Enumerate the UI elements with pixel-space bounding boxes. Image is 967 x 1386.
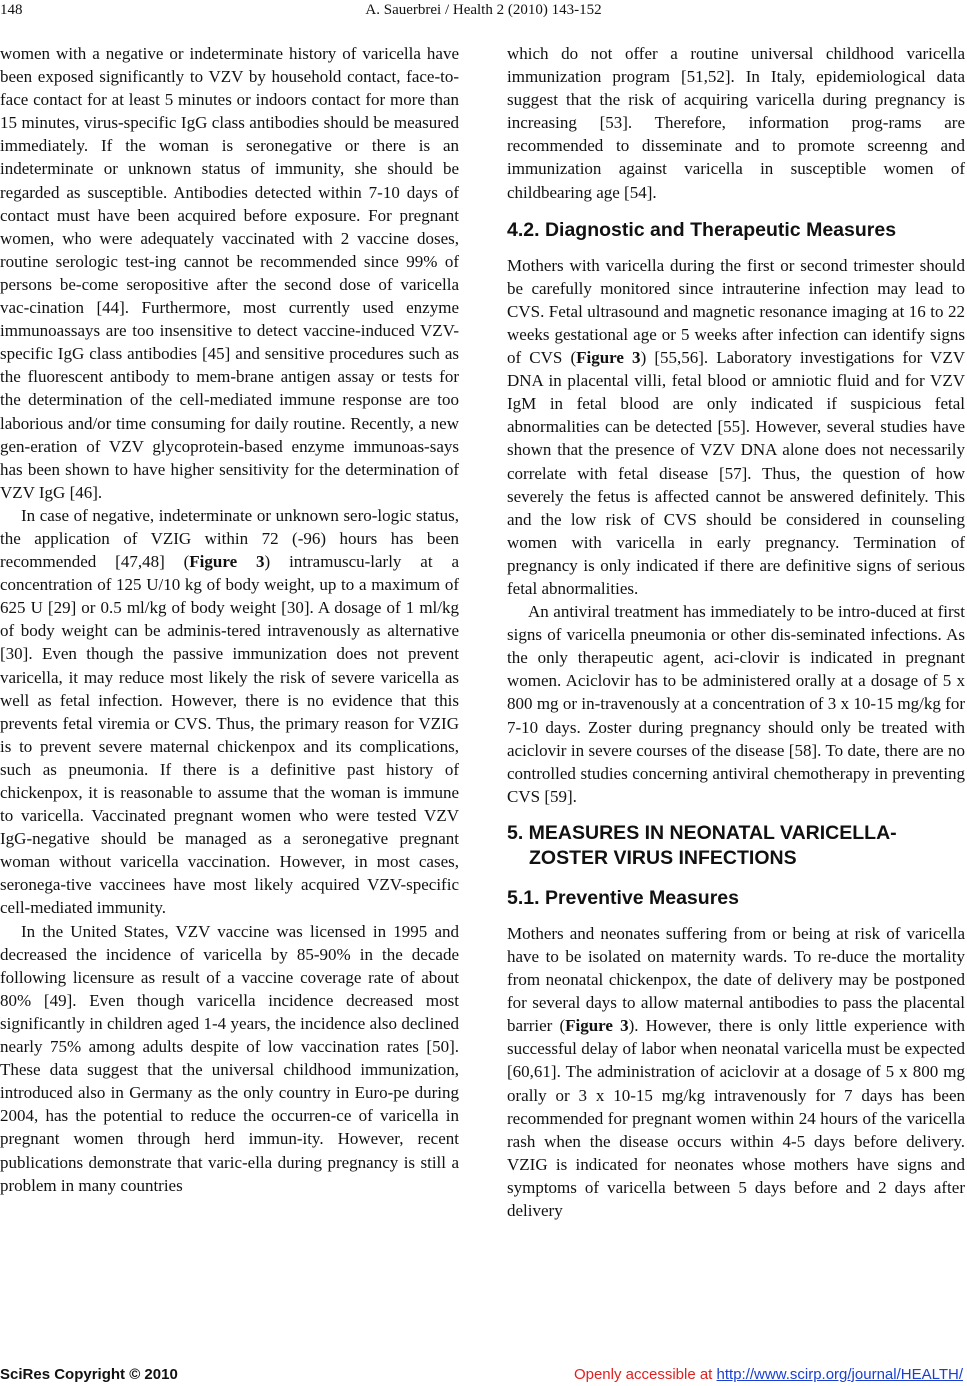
left-paragraph-3: In the United States, VZV vaccine was licensed in 1995 and decreased the incidence of varicella by 85-90% in the decade following licensure as result of a vaccine coverage rate of about 80% [49]. Even though varicella incidence decreased most significantly in children aged 1-4 years, the incidence also declined nearly 75% among adults despite of low vaccination rates [50]. These data suggest that the universal childhood immunization, introduced also in Germany as the only country in Euro-pe during 2004, has the potential to reduce the occurren-ce of varicella in pregnant women through herd immun-ity. However, recent publications demonstrate that varic-ella during pregnancy is still a problem in many countries [0, 921, 459, 1195]
figure-3-reference: Figure 3 [565, 1016, 629, 1036]
right-paragraph-3: An antiviral treatment has immediately to be intro-duced at first signs of varicella pneumonia or other dis-seminated infections. As the only therapeutic agent, aci-clovir is indicated in pregnant women. Aciclovir has to be administered orally at a dosage of 5 x 800 mg or in-travenously at a concentration of 3 x 10-15 mg/kg for 7-10 days. Zoster during pregnancy should only be treated with aciclovir in severe courses of the disease [58]. To date, there are no controlled studies concerning antiviral chemotherapy in preventing CVS [59]. [507, 602, 965, 806]
footer-copyright: SciRes Copyright © 2010 [0, 1366, 178, 1383]
left-paragraph-2-text-b: ) intramuscu-larly at a concentration of 125 U/10 kg of body weight, up to a maximum of 625 U [29] or 0.5 ml/kg of body weight [30]. A dosage of 1 ml/kg of body weight can be adminis-tered intravenously as alternative [30]. Even though the passive immunization does not prevent varicella, it may reduce most likely the risk of severe varicella as well as fetal infection. However, there is no evidence that this prevents fetal viremia or CVS. Thus, the primary reason for VZIG is to prevent severe maternal chickenpox and its complications, such as pneumonia. If there is a definitive past history of chickenpox, it is reasonable to assume that the woman is immune to varicella. Vaccinated pregnant women who were tested VZV IgG-negative should be managed as a seronegative pregnant woman without varicella vaccination. However, in most cases, seronega-tive vaccinees have most likely acquired VZV-specific cell-mediated immunity. [0, 552, 459, 918]
left-paragraph-1: women with a negative or indeterminate history of varicella have been exposed significantly to VZV by household contact, face-to-face contact for at least 5 minutes or indoors contact for more than 15 minutes, virus-specific IgG class antibodies should be measured immediately. If the woman is seronegative or there is an indeterminate or unknown status of immunity, she should be regarded as susceptible. Antibodies detected within 7-10 days of contact must have been acquired before exposure. For pregnant women, who were adequately vaccinated with 2 vaccine doses, routine serologic test-ing cannot be recommended since 99% of persons be-come seropositive after the second dose of varicella vac-cination [44]. Furthermore, most currently used enzyme immunoassays are too insensitive to detect vaccine-induced VZV-specific IgG class antibodies [45] and sensitive procedures such as the fluorescent antibody to mem-brane antigen assay or tests for the determination of the cell-mediated immune response are too laborious and/or time consuming for daily routine. Recently, a new gen-eration of VZV glycoprotein-based enzyme immunoas-says has been shown to have higher sensitivity for the determination of VZV IgG [46]. [0, 44, 459, 502]
footer-access-label: Openly accessible at [573, 1366, 717, 1383]
right-paragraph-4 [507, 922, 965, 1222]
footer-access [574, 1366, 963, 1383]
journal-link[interactable]: http://www.scirp.org/journal/HEALTH/ [716, 1366, 963, 1383]
page-number: 148 [0, 2, 23, 18]
right-paragraph-4-text-a: Mothers and neonates suffering from or being at risk of varicella have to be isolated on maternity wards. To re-duce the mortality from neonatal chickenpox, the date of delivery may be postponed for several days to allow maternal antibodies to pass the placental barrier ( [507, 923, 965, 1036]
section-heading-4-2: 4.2. Diagnostic and Therapeutic Measures [507, 218, 897, 241]
running-header: A. Sauerbrei / Health 2 (2010) 143-152 [365, 2, 602, 18]
left-column [0, 42, 459, 1197]
right-paragraph-4-text-b: ). However, there is only little experience with successful delay of labor when neonatal varicella must be expected [60,61]. The administration of aciclovir at a dosage of 5 x 800 mg orally or 3 x 10-15 mg/kg intravenously for 7 days has been recommended for pregnant women within 24 hours of the varicella rash when the disease occurs within 4-5 days before delivery. VZIG is indicated for neonates whose mothers have signs and symptoms of varicella between 5 days before and 2 days after delivery [507, 1016, 965, 1221]
right-paragraph-1: which do not offer a routine universal childhood varicella immunization program [51,52]. In Italy, epidemiological data suggest that the risk of acquiring varicella during pregnancy is increasing [53]. Therefore, information prog-rams are recommended to disseminate and to promote screenng and immunization against varicella in susceptible women of childbearing age [54]. [507, 44, 965, 202]
right-column [507, 42, 965, 1222]
section-heading-5: 5. MEASURES IN NEONATAL VARICELLA-ZOSTER VIRUS INFECTIONS [507, 821, 897, 870]
left-paragraph-2-text-a: In case of negative, indeterminate or unknown sero-logic status, the application of VZIG within 72 (-96) hours has been recommended [47,48] ( [0, 505, 459, 572]
right-paragraph-2-text-a: Mothers with varicella during the first or second trimester should be carefully monitored since intrauterine infection may lead to CVS. Fetal ultrasound and magnetic resonance imaging at 16 to 22 weeks gestational age or 5 weeks after infection can identify signs of CVS ( [507, 255, 965, 368]
right-paragraph-2 [507, 254, 965, 600]
left-paragraph-2 [0, 504, 459, 920]
figure-3-reference: Figure 3 [576, 348, 641, 368]
figure-3-reference: Figure 3 [189, 552, 265, 572]
section-heading-5-1: 5.1. Preventive Measures [507, 886, 739, 909]
right-paragraph-2-text-b: ) [55,56]. Laboratory investigations for VZV DNA in placental villi, fetal blood or amniotic fluid and for VZV IgM in fetal blood are only indicated if suspicious fetal abnormalities can be detected [55]. However, several studies have shown that the presence of VZV DNA alone does not necessarily correlate with fetal disease [57]. Thus, the question of how severely the fetus is affected cannot be answered definitely. This and the low risk of CVS should be considered in counseling women with varicella in early pregnancy. Termination of pregnancy is only indicated if there are definitive signs of serious fetal abnormalities. [507, 348, 965, 598]
